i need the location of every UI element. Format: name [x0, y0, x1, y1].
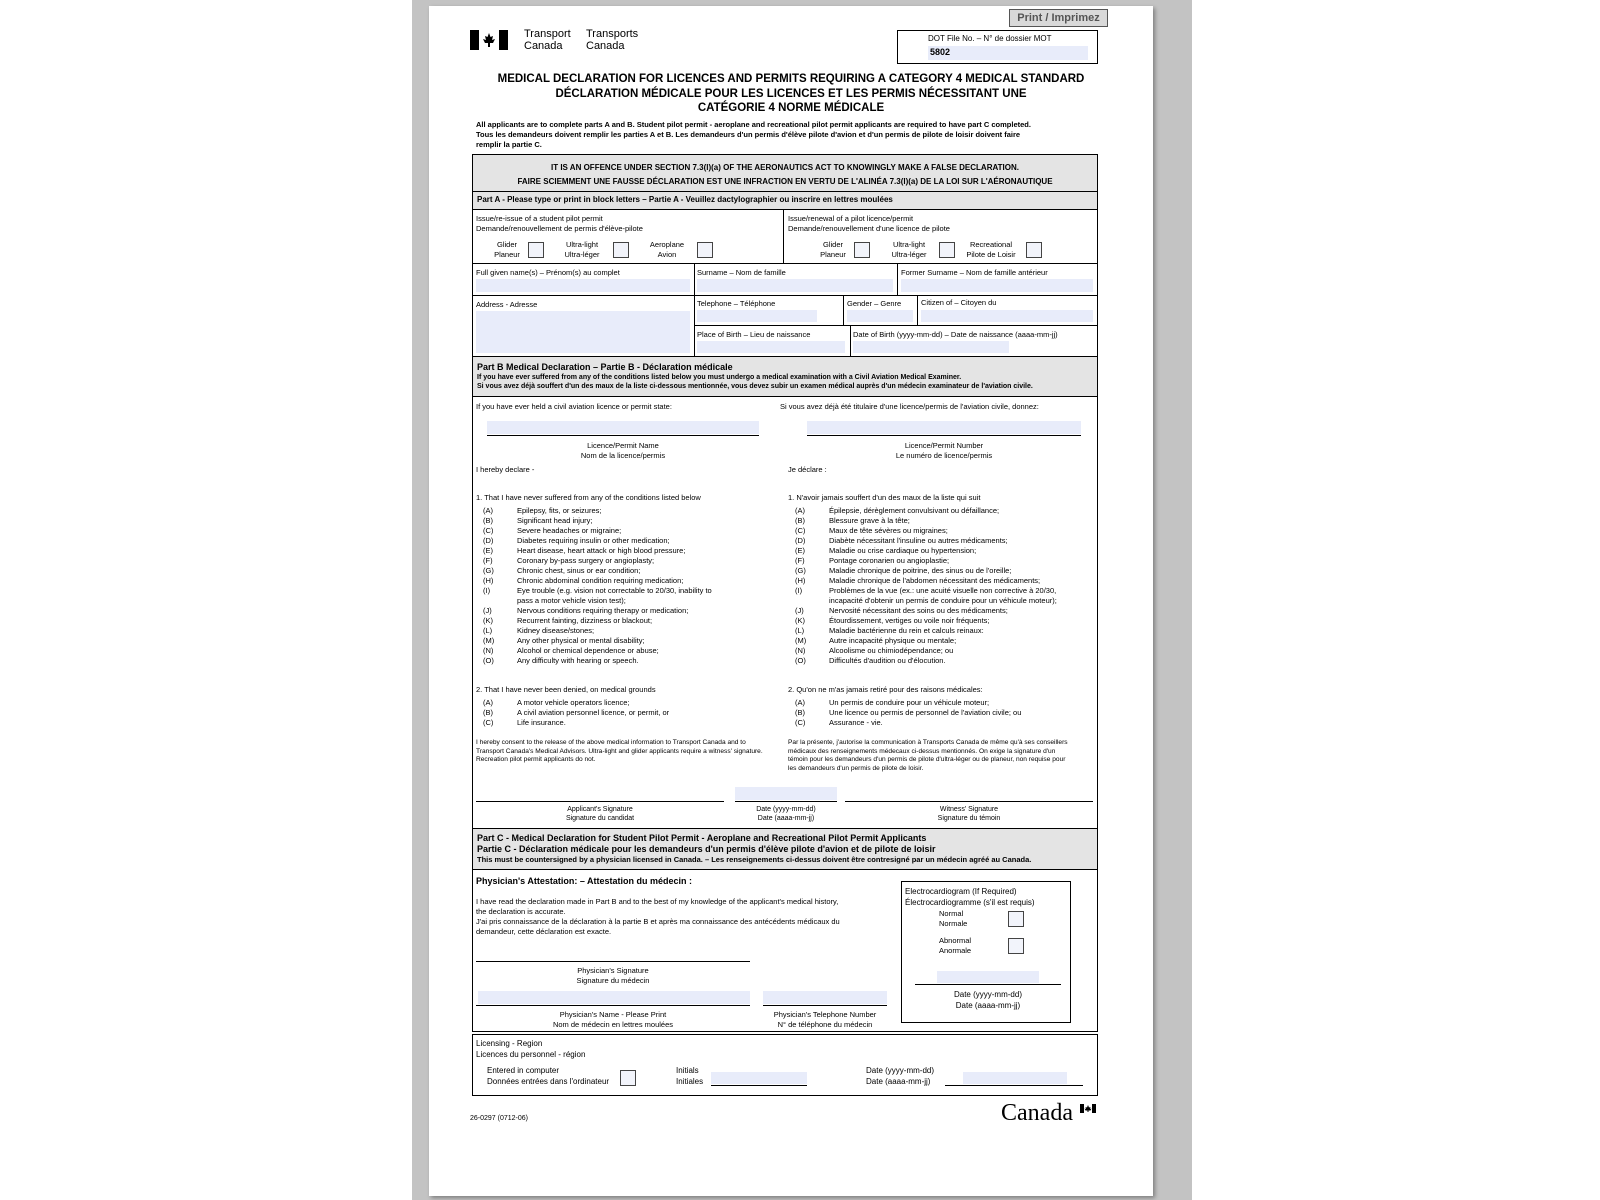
denied-fr-item — [795, 698, 1021, 708]
denied-list-en — [483, 698, 669, 728]
condition-en-item — [483, 526, 712, 536]
licence-glider-checkbox[interactable] — [854, 242, 870, 258]
condition-fr-letter: (N) — [795, 646, 806, 655]
condition-en-item — [483, 596, 712, 606]
denied-en-text: A civil aviation personnel licence, or permit, or — [517, 708, 670, 717]
consent-text-fr — [788, 739, 1068, 773]
telephone-label: Telephone – Téléphone — [697, 299, 776, 308]
condition-fr-text: Alcoolisme ou chimiodépendance; ou — [829, 646, 954, 655]
part-a-header: Part A - Please type or print in block letters – Partie A - Veuillez dactylographier ou inscrire en lettres moulées — [473, 192, 1097, 209]
denied-en-letter: (B) — [483, 708, 493, 717]
condition-en-item — [483, 516, 712, 526]
condition-fr-letter: (O) — [795, 656, 806, 665]
condition-en-item — [483, 556, 712, 566]
denied-fr-letter: (C) — [795, 718, 806, 727]
denied-en-item — [483, 698, 669, 708]
given-names-label: Full given name(s) – Prénom(s) au complet — [476, 268, 620, 277]
licence-recreational-checkbox[interactable] — [1026, 242, 1042, 258]
denied-list-fr — [795, 698, 1021, 728]
canada-flag-logo — [470, 30, 508, 50]
condition-en-letter: (C) — [483, 526, 494, 535]
condition-fr-letter: (M) — [795, 636, 807, 645]
denied-en-text: A motor vehicle operators licence; — [517, 698, 630, 707]
form-page — [429, 6, 1153, 1196]
condition-en-text: Nervous conditions requiring therapy or medication; — [517, 606, 689, 615]
physician-attestation-text: I have read the declaration made in Part B and to the best of my knowledge of the applicant's medical history, the declaration is accurate. J'ai pris connaissance de la déclaration à la partie B et après ma connaissance des antécédents médicaux du demandeur, cette déclaration est exacte. — [476, 897, 840, 936]
denied-en-item — [483, 718, 669, 728]
file-number-value: 5802 — [930, 47, 951, 57]
denied-fr-item — [795, 708, 1021, 718]
part-c-header: Part C - Medical Declaration for Student Pilot Permit - Aeroplane and Recreational Pilot Permit Applicants Partie C - Déclaration médicale pour les demandeurs d'un permis d'élève pilote d'avion et de pilote de loisir This must be countersigned by a physician licensed in Canada. – Les renseignements ci-dessus doivent être contresigné par un médecin agréé au Canada. — [473, 829, 1097, 869]
condition-en-text: Severe headaches or migraine; — [517, 526, 622, 535]
condition-fr-text: Maladie ou crise cardiaque ou hypertension; — [829, 546, 977, 555]
former-surname-label: Former Surname – Nom de famille antérieur — [901, 268, 1048, 277]
student-aeroplane-label: Aeroplane Avion — [649, 240, 685, 259]
print-button[interactable]: Print / Imprimez — [1009, 9, 1108, 27]
condition-en-letter: (L) — [483, 626, 493, 635]
condition-fr-text: Étourdissement, vertiges ou voile noir fréquents; — [829, 616, 990, 625]
condition-en-letter: (E) — [483, 546, 493, 555]
condition-fr-item — [795, 536, 1057, 546]
condition-en-item — [483, 656, 712, 666]
condition-fr-text: Maladie chronique de l'abdomen nécessitant des médicaments; — [829, 576, 1041, 585]
condition-en-text: Chronic chest, sinus or ear condition; — [517, 566, 641, 575]
denied-en-letter: (A) — [483, 698, 493, 707]
surname-field[interactable] — [697, 279, 893, 292]
condition-fr-item — [795, 596, 1057, 606]
student-permit-label: Issue/re-issue of a student pilot permit Demande/renouvellement de permis d'élève-pilote — [476, 214, 643, 233]
consent-en-line: I hereby consent to the release of the above medical information to Transport Canada and to — [476, 739, 746, 746]
item2-fr: 2. Qu'on ne m'as jamais retiré pour des raisons médicales: — [788, 685, 983, 694]
denied-fr-letter: (B) — [795, 708, 805, 717]
file-number-box — [897, 30, 1098, 64]
denied-fr-letter: (A) — [795, 698, 805, 707]
condition-en-item — [483, 606, 712, 616]
gender-label: Gender – Genre — [847, 299, 902, 308]
dob-label: Date of Birth (yyyy-mm-dd) – Date de naissance (aaaa-mm-jj) — [853, 330, 1058, 339]
consent-fr-line: témoin pour les demandeurs d'un permis de pilote d'ultra-léger ou de planeur, non requise pour — [788, 756, 1066, 764]
condition-en-letter: (G) — [483, 566, 494, 575]
canada-wordmark: Canada — [1001, 1100, 1073, 1126]
ecg-date-caption: Date (yyyy-mm-dd) Date (aaaa-mm-jj) — [953, 990, 1022, 1010]
condition-en-text: Any other physical or mental disability; — [517, 636, 645, 645]
condition-fr-letter: (I) — [795, 586, 803, 595]
denied-en-letter: (C) — [483, 718, 494, 727]
condition-en-item — [483, 636, 712, 646]
applicant-date-caption: Date (yyyy-mm-dd) Date (aaaa-mm-jj) — [756, 806, 816, 822]
physician-attestation-title: Physician's Attestation: – Attestation du médecin : — [476, 876, 693, 886]
student-ultralight-label: Ultra-light Ultra-léger — [564, 240, 600, 259]
gender-field[interactable] — [847, 310, 913, 322]
condition-en-text: Coronary by-pass surgery or angioplasty; — [517, 556, 655, 565]
initials-field[interactable] — [711, 1072, 807, 1084]
applicant-date-field[interactable] — [735, 787, 837, 800]
denied-fr-item — [795, 718, 1021, 728]
dept-name-en: Transport Canada — [524, 28, 571, 52]
condition-en-text: Any difficulty with hearing or speech. — [517, 656, 639, 665]
condition-fr-text: Nervosité nécessitant des soins ou des médicaments; — [829, 606, 1008, 615]
applicant-signature-caption: Applicant's Signature Signature du candidat — [565, 806, 635, 822]
condition-fr-text: Diabète nécessitant l'insuline ou autres médicaments; — [829, 536, 1008, 545]
part-b-header: Part B Medical Declaration – Partie B - Déclaration médicale If you have ever suffered from any of the conditions listed below you must undergo a medical examination with a Civil Aviation Medical Examiner. Si vous avez déjà souffert d'un des maux de la liste ci-dessous mentionnée, vous devez subir un examen médical auprès d'un médecin examinateur de l'aviation civile. — [473, 357, 1097, 396]
condition-fr-item — [795, 636, 1057, 646]
condition-fr-text: Problèmes de la vue (ex.: une acuité visuelle non corrective à 20/30, — [829, 586, 1057, 595]
ecg-abnormal-checkbox[interactable] — [1008, 938, 1024, 954]
condition-fr-item — [795, 516, 1057, 526]
condition-fr-text: incapacité d'obtenir un permis de conduire pour un véhicule moteur); — [829, 596, 1057, 605]
condition-en-letter: (D) — [483, 536, 494, 545]
condition-en-item — [483, 626, 712, 636]
condition-fr-item — [795, 546, 1057, 556]
ecg-normal-checkbox[interactable] — [1008, 911, 1024, 927]
denied-fr-text: Assurance - vie. — [829, 718, 883, 727]
conditions-list-fr — [795, 506, 1057, 666]
form-number: 26-0297 (0712-06) — [470, 1115, 528, 1122]
student-glider-checkbox[interactable] — [528, 242, 544, 258]
condition-en-text: Heart disease, heart attack or high blood pressure; — [517, 546, 686, 555]
address-label: Address - Adresse — [476, 300, 538, 309]
condition-fr-letter: (G) — [795, 566, 806, 575]
item1-en: 1. That I have never suffered from any of the conditions listed below — [476, 493, 701, 502]
licence-ultralight-label: Ultra-light Ultra-léger — [891, 240, 927, 259]
surname-label: Surname – Nom de famille — [697, 268, 786, 277]
consent-en-line: Recreation pilot permit applicants do not. — [476, 756, 596, 764]
physician-name-caption: Physician's Name - Please Print Nom de médecin en lettres moulées — [552, 1010, 674, 1029]
item1-fr: 1. N'avoir jamais souffert d'un des maux de la liste qui suit — [788, 493, 981, 502]
physician-telephone-caption: Physician's Telephone Number N° de téléphone du médecin — [773, 1010, 877, 1029]
condition-fr-text: Autre incapacité physique ou mentale; — [829, 636, 957, 645]
consent-fr-line: Par la présente, j'autorise la communication à Transports Canada de même qu'à ses conseillers — [788, 739, 1068, 746]
condition-fr-item — [795, 586, 1057, 596]
licence-number-caption: Licence/Permit Number Le numéro de licence/permis — [895, 441, 993, 460]
pilot-licence-label: Issue/renewal of a pilot licence/permit Demande/renouvellement d'une licence de pilote — [788, 214, 950, 233]
condition-fr-item — [795, 646, 1057, 656]
student-glider-label: Glider Planeur — [494, 240, 520, 259]
condition-fr-letter: (B) — [795, 516, 805, 525]
condition-fr-letter: (J) — [795, 606, 804, 615]
condition-fr-letter: (K) — [795, 616, 805, 625]
condition-en-text: pass a motor vehicle vision test); — [517, 596, 626, 605]
condition-fr-letter: (D) — [795, 536, 806, 545]
condition-en-letter: (B) — [483, 516, 493, 525]
witness-signature-caption: Witness' Signature Signature du témoin — [937, 806, 1001, 822]
licence-name-field[interactable] — [487, 421, 759, 434]
conditions-list-en — [483, 506, 712, 666]
condition-fr-item — [795, 556, 1057, 566]
licence-glider-label: Glider Planeur — [820, 240, 846, 259]
form-title: MEDICAL DECLARATION FOR LICENCES AND PERMITS REQUIRING A CATEGORY 4 MEDICAL STANDARD DÉCLARATION MÉDICALE POUR LES LICENCES ET LES PERMIS NÉCESSITANT UNE CATÉGORIE 4 NORME MÉDICALE — [497, 73, 1085, 114]
physician-telephone-field[interactable] — [763, 991, 887, 1004]
condition-fr-item — [795, 576, 1057, 586]
dob-field[interactable] — [853, 341, 1009, 353]
condition-en-item — [483, 586, 712, 596]
condition-fr-item — [795, 506, 1057, 516]
consent-en-line: Transport Canada's Medical Advisors. Ultra-light and glider applicants require a witness' signature. — [476, 747, 763, 755]
condition-fr-text: Blessure grave à la tête; — [829, 516, 910, 525]
licence-number-field[interactable] — [807, 421, 1081, 434]
telephone-field[interactable] — [697, 310, 817, 322]
former-surname-field[interactable] — [901, 279, 1093, 292]
given-names-field[interactable] — [476, 279, 690, 292]
entered-in-computer-label: Entered in computer Données entrées dans l'ordinateur — [487, 1066, 610, 1086]
condition-fr-text: Épilepsie, dérèglement convulsivant ou défaillance; — [829, 506, 1000, 515]
ecg-label: Electrocardiogram (If Required) Électrocardiogramme (s'il est requis) — [905, 887, 1035, 907]
condition-fr-item — [795, 606, 1057, 616]
denied-en-text: Life insurance. — [517, 718, 566, 727]
condition-en-letter: (O) — [483, 656, 494, 665]
consent-text-en — [476, 739, 763, 765]
condition-fr-letter: (F) — [795, 556, 805, 565]
denied-fr-text: Un permis de conduire pour un véhicule moteur; — [829, 698, 990, 707]
condition-en-text: Eye trouble (e.g. vision not correctable to 20/30, inability to — [517, 586, 712, 595]
condition-en-letter: (N) — [483, 646, 494, 655]
condition-fr-text: Difficultés d'audition ou d'élocution. — [829, 656, 946, 665]
condition-fr-text: Maux de tête sévères ou migraines; — [829, 526, 948, 535]
condition-en-text: Alcohol or chemical dependence or abuse; — [517, 646, 659, 655]
dept-name-fr: Transports Canada — [586, 28, 639, 52]
declare-en: I hereby declare - — [476, 465, 535, 474]
student-ultralight-checkbox[interactable] — [613, 242, 629, 258]
condition-en-text: Kidney disease/stones; — [517, 626, 595, 635]
condition-en-letter: (F) — [483, 556, 493, 565]
condition-en-item — [483, 536, 712, 546]
licence-name-caption: Licence/Permit Name Nom de la licence/permis — [580, 441, 666, 460]
physician-signature-caption: Physician's Signature Signature du médecin — [576, 966, 650, 985]
initials-label: Initials Initiales — [676, 1066, 704, 1086]
condition-en-letter: (K) — [483, 616, 493, 625]
condition-en-item — [483, 566, 712, 576]
condition-fr-item — [795, 566, 1057, 576]
condition-fr-letter: (L) — [795, 626, 805, 635]
condition-fr-item — [795, 616, 1057, 626]
licence-ultralight-checkbox[interactable] — [939, 242, 955, 258]
form-instructions: All applicants are to complete parts A and B. Student pilot permit - aeroplane and recreational pilot permit applicants are required to have part C completed. Tous les demandeurs doivent remplir les parties A et B. Les demandeurs d'un permis d'élève pilote d'avion et d'un permis de pilote de loisir doivent faire remplir la partie C. — [476, 120, 1031, 149]
student-aeroplane-checkbox[interactable] — [697, 242, 713, 258]
false-declaration-warning: IT IS AN OFFENCE UNDER SECTION 7.3(l)(a) OF THE AERONAUTICS ACT TO KNOWINGLY MAKE A FALSE DECLARATION. FAIRE SCIEMMENT UNE FAUSSE DÉCLARATION EST UNE INFRACTION EN VERTU DE L'ALINÉA 7.3(l)(a) DE LA LOI SUR L'AÉRONAUTIQUE — [473, 155, 1097, 191]
condition-en-letter: (H) — [483, 576, 494, 585]
denied-en-item — [483, 708, 669, 718]
condition-en-text: Chronic abdominal condition requiring medication; — [517, 576, 684, 585]
licensing-date-field[interactable] — [963, 1072, 1067, 1084]
condition-fr-letter: (C) — [795, 526, 806, 535]
licensing-date-label: Date (yyyy-mm-dd) Date (aaaa-mm-jj) — [866, 1066, 935, 1086]
condition-en-letter: (A) — [483, 506, 493, 515]
consent-fr-line: les demandeurs d'un permis de pilote de loisir. — [788, 764, 924, 772]
ecg-date-field[interactable] — [937, 971, 1039, 983]
licensing-region-label: Licensing - Region Licences du personnel - région — [476, 1039, 586, 1059]
condition-en-text: Recurrent fainting, dizziness or blackout; — [517, 616, 653, 625]
wordmark-flag-icon — [1080, 1100, 1096, 1109]
consent-fr-line: médicaux des renseignements médecaux ci-dessus mentionnés. On exige la signature d'un — [788, 747, 1056, 755]
condition-fr-item — [795, 656, 1057, 666]
entered-in-computer-checkbox[interactable] — [620, 1070, 636, 1086]
citizen-label: Citizen of – Citoyen du — [921, 298, 997, 307]
item2-en: 2. That I have never been denied, on medical grounds — [476, 685, 656, 694]
physician-name-field[interactable] — [478, 991, 750, 1004]
held-licence-en: If you have ever held a civil aviation licence or permit state: — [476, 402, 672, 411]
condition-fr-letter: (E) — [795, 546, 805, 555]
held-licence-fr: Si vous avez déjà été titulaire d'une licence/permis de l'aviation civile, donnez: — [780, 402, 1039, 411]
condition-en-item — [483, 546, 712, 556]
condition-en-text: Diabetes requiring insulin or other medication; — [517, 536, 670, 545]
condition-fr-item — [795, 526, 1057, 536]
ecg-abnormal-label: Abnormal Anormale — [939, 936, 972, 955]
condition-fr-letter: (A) — [795, 506, 805, 515]
condition-en-item — [483, 616, 712, 626]
ecg-normal-label: Normal Normale — [939, 909, 968, 928]
condition-en-letter: (I) — [483, 586, 491, 595]
condition-en-text: Epilepsy, fits, or seizures; — [517, 506, 602, 515]
condition-en-item — [483, 576, 712, 586]
file-number-field[interactable] — [928, 46, 1088, 60]
file-number-label: DOT File No. – N° de dossier MOT — [928, 34, 1052, 43]
licence-recreational-label: Recreational Pilote de Loisir — [966, 240, 1016, 259]
condition-en-item — [483, 506, 712, 516]
condition-en-text: Significant head injury; — [517, 516, 593, 525]
denied-fr-text: Une licence ou permis de personnel de l'aviation civile; ou — [829, 708, 1022, 717]
place-of-birth-label: Place of Birth – Lieu de naissance — [697, 330, 811, 339]
condition-fr-text: Pontage coronarien ou angioplastie; — [829, 556, 950, 565]
condition-fr-letter: (H) — [795, 576, 806, 585]
condition-fr-text: Maladie bactérienne du rein et calculs reinaux: — [829, 626, 984, 635]
condition-fr-text: Maladie chronique de poitrine, des sinus ou de l'oreille; — [829, 566, 1012, 575]
address-field[interactable] — [476, 311, 690, 353]
place-of-birth-field[interactable] — [697, 341, 845, 353]
citizen-field[interactable] — [921, 310, 1093, 322]
condition-en-letter: (M) — [483, 636, 495, 645]
condition-fr-item — [795, 626, 1057, 636]
condition-en-item — [483, 646, 712, 656]
condition-en-letter: (J) — [483, 606, 492, 615]
declare-fr: Je déclare : — [788, 465, 827, 474]
